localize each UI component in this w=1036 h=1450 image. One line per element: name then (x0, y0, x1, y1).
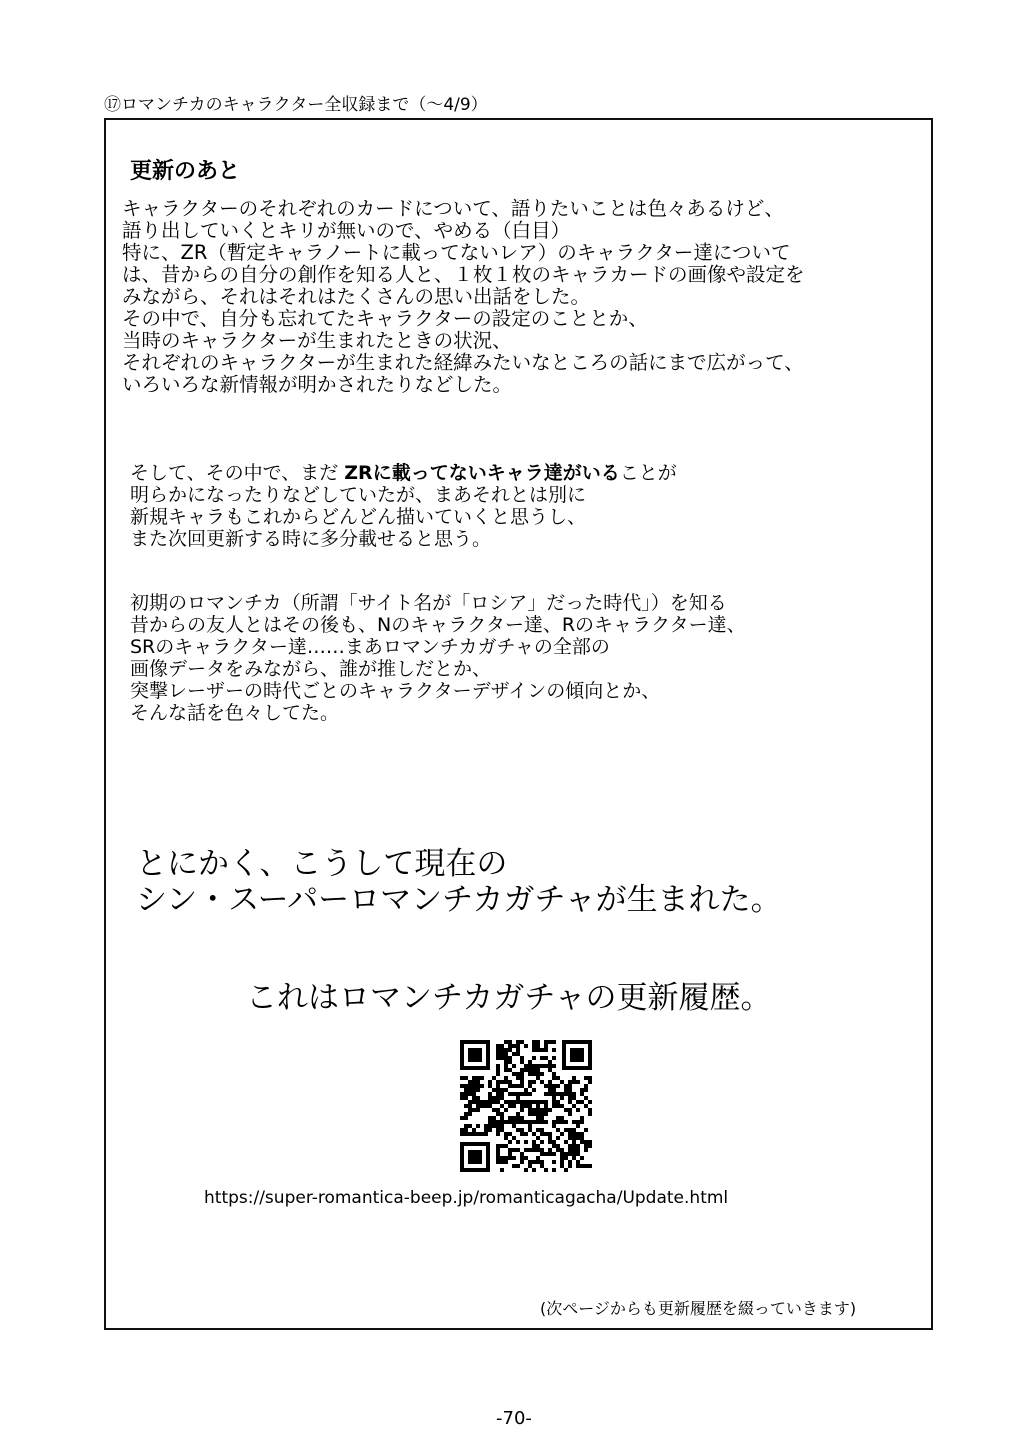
history-line: これはロマンチカガチャの更新履歴。 (246, 980, 772, 1016)
text-line: それぞれのキャラクターが生まれた経緯みたいなところの話にまで広がって、 (122, 351, 804, 374)
text-line: いろいろな新情報が明かされたりなどした。 (122, 373, 513, 396)
url-link[interactable]: https://super-romantica-beep.jp/romanticagacha/Update.html (204, 1188, 729, 1208)
text-line (130, 462, 677, 484)
text-line: 初期のロマンチカ（所謂「サイト名が「ロシア」だった時代」）を知る (130, 592, 727, 614)
page-number: -70- (496, 1408, 532, 1429)
text-line: は、昔からの自分の創作を知る人と、１枚１枚のキャラカードの画像や設定を (122, 263, 805, 286)
text-line: とにかく、こうして現在の (136, 846, 508, 882)
text-segment: ことが (619, 462, 677, 484)
paragraph-1 (122, 198, 805, 396)
text-line: 昔からの友人とはその後も、Nのキャラクター達、Rのキャラクター達、 (130, 614, 746, 636)
text-line: キャラクターのそれぞれのカードについて、語りたいことは色々あるけど、 (122, 197, 784, 220)
text-line: その中で、自分も忘れてたキャラクターの設定のこととか、 (122, 307, 648, 330)
text-line: 当時のキャラクターが生まれたときの状況、 (122, 329, 512, 352)
text-line: 新規キャラもこれからどんどん描いていくと思うし、 (130, 506, 587, 528)
text-line: 明らかになったりなどしていたが、まあそれとは別に (130, 484, 587, 506)
text-line: SRのキャラクター達……まあロマンチカガチャの全部の (130, 636, 610, 658)
text-line: また次回更新する時に多分載せると思う。 (130, 528, 492, 550)
text-line: 画像データをみながら、誰が推しだとか、 (130, 658, 492, 680)
chapter-title: ⑰ロマンチカのキャラクター全収録まで（〜4/9） (104, 95, 488, 115)
closing-statement (136, 846, 782, 918)
text-line: シン・スーパーロマンチカガチャが生まれた。 (136, 882, 782, 918)
emphasis-text: ZRに載ってないキャラ達がいる (344, 462, 620, 484)
text-line: 語り出していくとキリが無いので、やめる（白目） (122, 219, 571, 242)
text-line: みながら、それはそれはたくさんの思い出話をした。 (122, 285, 591, 308)
section-heading: 更新のあと (130, 159, 241, 184)
text-line: 突撃レーザーの時代ごとのキャラクターデザインの傾向とか、 (130, 680, 661, 702)
paragraph-2 (130, 462, 677, 550)
paragraph-3 (130, 592, 746, 724)
qr-code-icon[interactable] (460, 1040, 592, 1172)
text-segment: そして、その中で、まだ (130, 462, 345, 484)
text-line: 特に、ZR（暫定キャラノートに載ってないレア）のキャラクター達について (122, 241, 791, 264)
text-line: そんな話を色々してた。 (130, 702, 340, 724)
continuation-note: (次ページからも更新履歴を綴っていきます) (540, 1299, 857, 1318)
